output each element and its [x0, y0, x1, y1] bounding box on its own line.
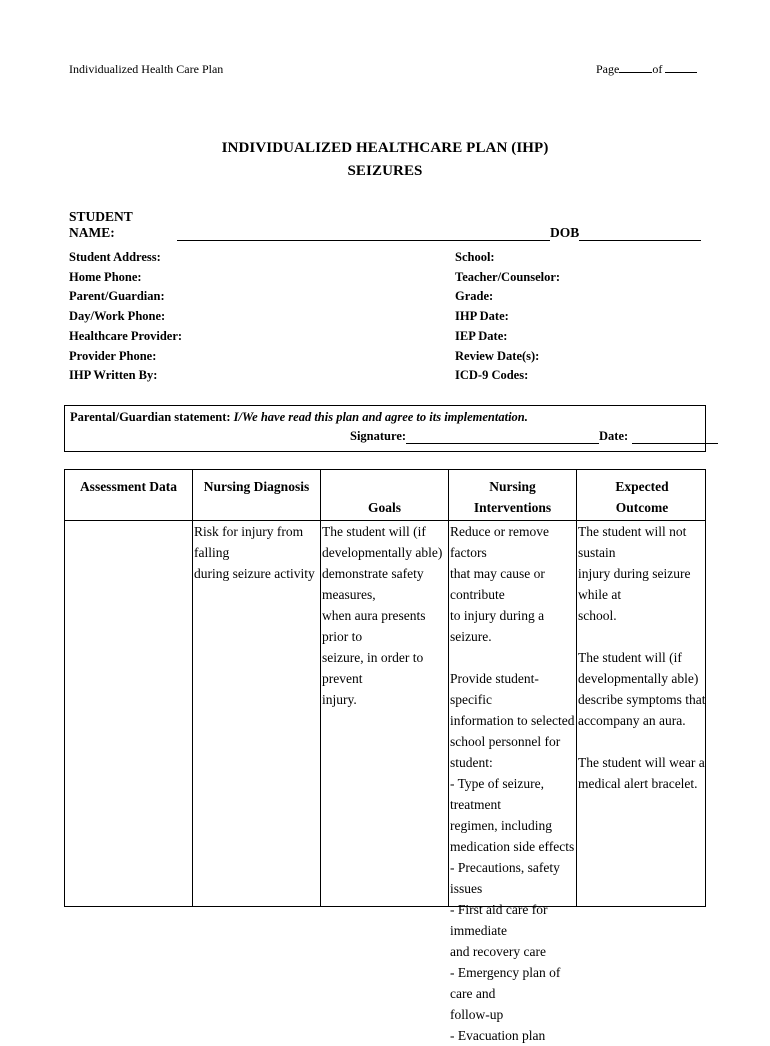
date-field[interactable]: [632, 431, 718, 444]
cell-expected-outcome: The student will not sustain injury during seizure while at school. The student will (if developmentally able) describe symptoms that accompany an aura. The student will wear a medical alert bracelet.: [578, 524, 706, 791]
column-divider: [192, 470, 193, 906]
field-label: IHP Written By:: [69, 368, 158, 383]
header-goals: Goals: [367, 500, 401, 515]
cell-nursing-diagnosis: Risk for injury from falling during seizure activity: [194, 524, 315, 581]
student-info-left: [69, 248, 182, 386]
statement-line: [70, 410, 528, 425]
field-label: IHP Date:: [455, 309, 509, 324]
student-name-label: STUDENT NAME:: [69, 209, 133, 240]
header-line: Nursing: [489, 479, 536, 494]
field-label: Grade:: [455, 289, 494, 304]
header-nursing-diagnosis: Nursing Diagnosis: [203, 479, 310, 494]
signature-field[interactable]: [406, 431, 599, 444]
column-divider: [320, 470, 321, 906]
field-label: ICD-9 Codes:: [455, 368, 529, 383]
student-name-field[interactable]: [177, 227, 550, 241]
field-label: Day/Work Phone:: [69, 309, 166, 324]
header-line: Expected: [615, 479, 669, 494]
field-label: IEP Date:: [455, 328, 508, 343]
signature-label: Signature:: [350, 429, 407, 443]
field-label: Healthcare Provider:: [69, 328, 183, 343]
page-title: INDIVIDUALIZED HEALTHCARE PLAN (IHP): [221, 140, 549, 156]
student-info-right: [455, 248, 560, 386]
header-assessment-data: Assessment Data: [79, 479, 178, 494]
of-label: of: [652, 62, 663, 76]
page-label: Page: [596, 62, 620, 76]
page-total-blank: [665, 62, 697, 73]
document-header-title: Individualized Health Care Plan: [69, 62, 224, 76]
dob-label: DOB: [549, 225, 580, 240]
field-label: Teacher/Counselor:: [455, 269, 561, 284]
dob-field[interactable]: [579, 227, 701, 241]
field-label: School:: [455, 250, 495, 264]
parental-statement-box: [64, 405, 706, 452]
signature-row: [350, 429, 718, 444]
student-name-row: [69, 209, 701, 241]
cell-goals: The student will (if developmentally able) demonstrate safety measures, when aura presents prior to seizure, in order to prevent injury.: [322, 524, 443, 707]
field-label: Home Phone:: [69, 269, 142, 284]
cell-nursing-interventions: Reduce or remove factors that may cause or contribute to injury during a seizure. Provide student-specific information to selected school personnel for student: - Type of seizure, treatment regimen, including medication side effects - Precautions, safety issues - First aid care for immediate and recovery care - Emergency plan of care and follow-up - Evacuation plan: [450, 524, 575, 1043]
care-plan-table: [64, 469, 706, 1043]
field-label: Parent/Guardian:: [69, 289, 165, 304]
field-label: Student Address:: [69, 250, 161, 264]
header-nursing-interventions: [449, 476, 576, 518]
page-number: [596, 62, 697, 77]
header-line: Interventions: [473, 500, 552, 515]
statement-text: I/We have read this plan and agree to its implementation.: [233, 410, 528, 424]
page-number-blank: [619, 62, 652, 73]
date-label: Date:: [599, 429, 629, 443]
page-subtitle: SEIZURES: [347, 163, 423, 179]
header-line: Outcome: [615, 500, 669, 515]
header-expected-outcome: [577, 476, 707, 518]
field-label: Provider Phone:: [69, 348, 157, 363]
field-label: Review Date(s):: [455, 348, 540, 363]
statement-label: Parental/Guardian statement:: [70, 410, 231, 424]
